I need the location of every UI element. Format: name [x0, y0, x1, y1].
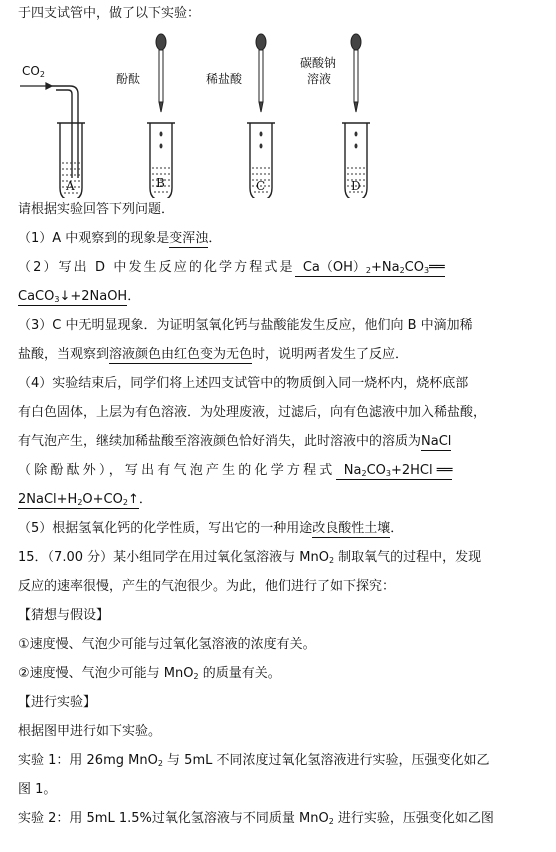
caption-a: A — [66, 179, 75, 193]
question-1: （1）A 中观察到的现象是变浑浊． — [18, 231, 222, 246]
co2-label: $CO_2$ — [22, 64, 45, 79]
question-3-line-2: 盐酸，当观察到溶液颜色由红色变为无色时，说明两者发生了反应． — [18, 347, 409, 362]
question-4-line-4: （除酚酞外），写出有气泡产生的化学方程式 $Na_2CO_3+2HCl$ ══ — [18, 463, 453, 478]
caption-d: D — [351, 179, 361, 193]
answer-5: 改良酸性土壤 — [312, 521, 391, 536]
caption-c: C — [256, 179, 266, 193]
experiment-1-line-1: 实验 1：用 26mg MnO$_2$ 与 5mL 不同浓度过氧化氢溶液进行实验，压强变化如乙 — [18, 753, 490, 768]
answer-2-part-2: CaCO$_3$↓+2NaOH — [18, 289, 128, 304]
question-5: （5）根据氢氧化钙的化学性质，写出它的一种用途改良酸性土壤． — [18, 521, 404, 536]
question-2-line-2: CaCO$_3$↓+2NaOH． — [18, 289, 141, 304]
answer-4-equation-part-1: $Na_2CO_3+2HCl$ ══ — [336, 463, 453, 480]
section-experiment-heading: 【进行实验】 — [18, 695, 97, 710]
question-2-line-1: （2）写出 D 中发生反应的化学方程式是 $Ca(OH)_2+Na_2CO_3══$ — [18, 260, 445, 275]
test-tubes-diagram — [0, 28, 556, 198]
experiment-1-line-2: 图 1。 — [18, 782, 57, 797]
answer-4-equation-part-2: $2NaCl+H_2O+CO_2↑$ — [18, 492, 139, 507]
co2-arrow — [20, 83, 52, 89]
phenolphthalein-label: 酚酞 — [116, 72, 141, 86]
section-hypothesis-heading: 【猜想与假设】 — [18, 608, 110, 623]
hypothesis-2: ②速度慢、气泡少可能与 MnO$_2$ 的质量有关。 — [18, 666, 281, 681]
answer-4-solute: NaCl — [421, 434, 452, 449]
sodium-carbonate-label: 碳酸钠 — [300, 56, 337, 70]
question-4-line-2: 有白色固体，上层为有色溶液．为处理废液，过滤后，向有色滤液中加入稀盐酸， — [18, 405, 487, 420]
answer-3: 溶液颜色由红色变为无色 — [109, 347, 253, 362]
question-4-line-5: $2NaCl+H_2O+CO_2↑$． — [18, 492, 152, 507]
hypothesis-1: ①速度慢、气泡少可能与过氧化氢溶液的浓度有关。 — [18, 637, 316, 652]
question-3-line-1: （3）C 中无明显现象．为证明氢氧化钙与盐酸能发生反应，他们向 B 中滴加稀 — [18, 318, 473, 333]
experiment-2-line-1: 实验 2：用 5mL 1.5%过氧化氢溶液与不同质量 MnO$_2$ 进行实验，压强变化如乙图 — [18, 811, 494, 826]
intro-text: 于四支试管中，做了以下实验： — [18, 6, 201, 21]
answer-2-part-1: $Ca(OH)_2+Na_2CO_3══$ — [295, 260, 445, 277]
question-4-line-1: （4）实验结束后，同学们将上述四支试管中的物质倒入同一烧杯内，烧杯底部 — [18, 376, 469, 391]
caption-b: B — [156, 176, 165, 190]
answer-1: 变浑浊 — [169, 231, 209, 246]
question-intro: 请根据实验回答下列问题． — [18, 202, 175, 217]
problem-15-line-1: 15．（7.00 分）某小组同学在用过氧化氢溶液与 MnO$_2$ 制取氧气的过程中，发现 — [18, 550, 482, 565]
experiment-intro: 根据图甲进行如下实验。 — [18, 724, 162, 739]
solution-label: 溶液 — [307, 72, 332, 86]
hydrochloric-acid-label: 稀盐酸 — [206, 72, 243, 86]
experiment-figure — [0, 28, 556, 198]
question-4-line-3: 有气泡产生，继续加稀盐酸至溶液颜色恰好消失，此时溶液中的溶质为NaCl — [18, 434, 452, 449]
problem-15-line-2: 反应的速率很慢，产生的气泡很少。为此，他们进行了如下探究： — [18, 579, 396, 594]
